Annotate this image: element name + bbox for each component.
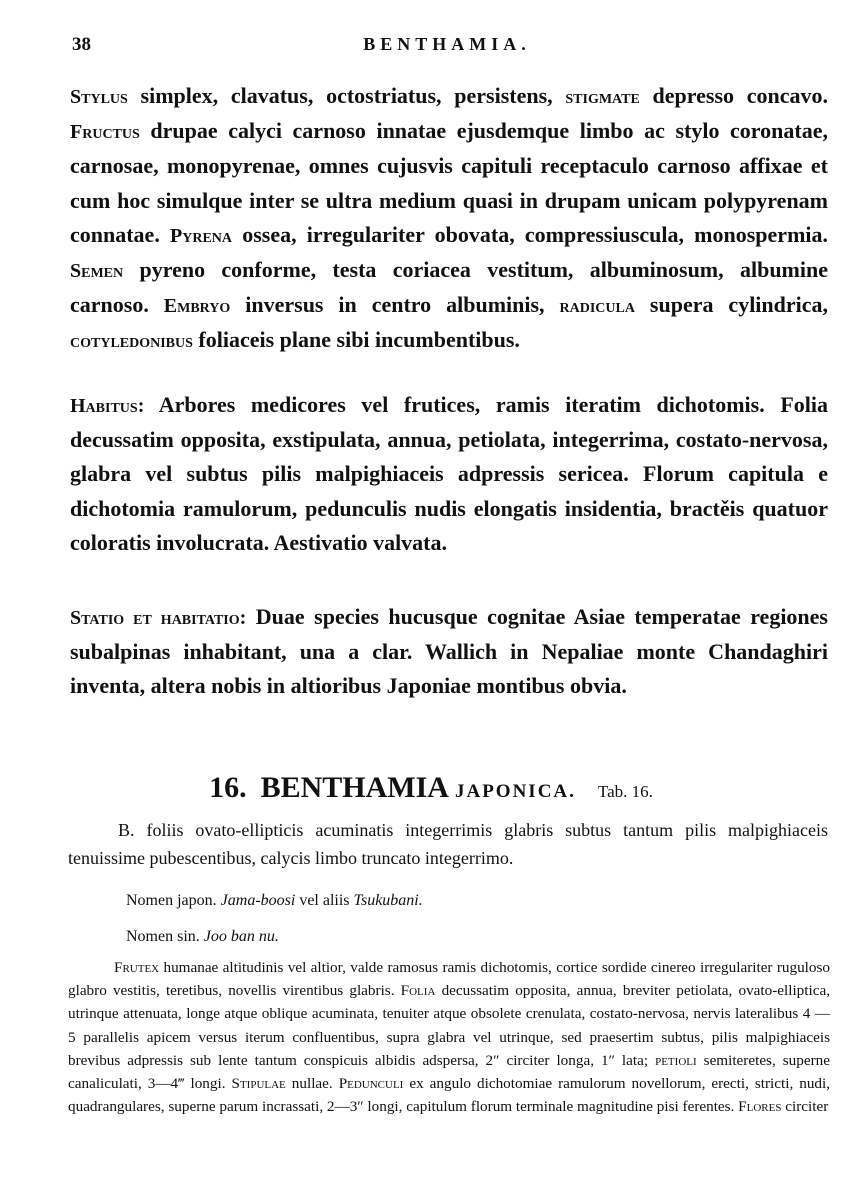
nomen-value: Tsukubani. bbox=[353, 892, 423, 909]
text-segment: ossea, irregulariter obovata, compressiuscula, monospermia. bbox=[242, 221, 829, 247]
text-segment: depresso concavo. bbox=[652, 83, 829, 108]
term-cotyledonibus: cotyledonibus bbox=[70, 330, 193, 353]
term-flores: Flores bbox=[738, 1098, 782, 1116]
text-segment: pyreno conforme, testa coriacea vestitum, albuminosum, albumine carnoso. bbox=[70, 257, 828, 318]
nomen-value: Joo ban nu. bbox=[203, 928, 279, 945]
plate-reference: Tab. 16. bbox=[597, 782, 653, 801]
page-number: 38 bbox=[72, 34, 91, 55]
term-semen: Semen bbox=[70, 260, 124, 283]
species-number: 16. bbox=[209, 771, 247, 804]
term-petioli: petioli bbox=[655, 1051, 697, 1069]
term-stylus: Stylus bbox=[70, 86, 128, 108]
term-statio: Statio et habitatio: bbox=[70, 607, 247, 629]
species-epithet: JAPONICA. bbox=[454, 781, 576, 802]
text-segment: semiteretes, superne canaliculati, 3—4‴ longi. bbox=[68, 1051, 831, 1093]
term-stigmate: stigmate bbox=[565, 86, 640, 108]
text-segment: decussatim opposita, annua, breviter petiolata, ovato-elliptica, utrinque attenuata, longe atque oblique acuminata, tenuiter atque obsolete crenulata, costato-nervosa, nervis lateralibus 4 — 5 parallelis apicem versus iterum confluentibus, supra glabra vel utrinque, sed praesertim subtus, pilis malpighiaceis brevibus adpressis sub lente tantum conspicuis albidis adspersa, 2″ circiter longa, 1″ lata; bbox=[68, 982, 830, 1069]
paragraph-statio bbox=[70, 600, 828, 704]
nomen-japon bbox=[126, 892, 423, 910]
paragraph-habitus bbox=[70, 388, 828, 560]
diagnosis: B. foliis ovato-ellipticis acuminatis integerrimis glabris subtus tantum pilis malpighiaceis tenuissime pubescentibus, calycis limbo truncato integerrimo. bbox=[68, 820, 828, 868]
term-pyrena: Pyrena bbox=[170, 224, 233, 247]
text-segment: nullae. bbox=[291, 1075, 333, 1093]
nomen-label: Nomen sin. bbox=[126, 928, 200, 945]
nomen-label: Nomen japon. bbox=[126, 892, 217, 909]
text-segment: inversus in centro albuminis, bbox=[245, 292, 545, 318]
nomen-value: Jama-boosi bbox=[220, 892, 296, 909]
text-segment: foliaceis plane sibi incumbentibus. bbox=[198, 327, 520, 353]
term-pedunculi: Pedunculi bbox=[338, 1075, 404, 1093]
term-frutex: Frutex bbox=[114, 959, 160, 976]
term-radicula: radicula bbox=[559, 295, 635, 318]
text-segment: ex angulo dichotomiae ramulorum novellorum, erecti, stricti, nudi, quadrangulares, superne parum incrassati, 2—3″ longi, capitulum florum terminale magnitudine pisi ferentes. bbox=[68, 1075, 831, 1116]
text-segment: drupae calyci carnoso innatae ejusdemque limbo ac stylo coronatae, carnosae, monopyrenae, omnes cujusvis capituli receptaculo carnoso affixae et cum hoc simulque inter se ultra medium quasi in drupam unicam polypyrenam connatae. bbox=[70, 118, 829, 247]
running-header bbox=[72, 34, 822, 62]
text-segment: humanae altitudinis vel altior, valde ramosus ramis dichotomis, cortice sordide cinereo irregulariter ruguloso glabro vestitis, teretibus, novellis virentibus glabris. bbox=[68, 959, 831, 1000]
nomen-connector: vel aliis bbox=[299, 892, 350, 909]
term-habitus: Habitus: bbox=[70, 395, 145, 417]
term-fructus: Fructus bbox=[70, 121, 140, 144]
text-segment: supera cylindrica, bbox=[649, 292, 829, 318]
text-segment: simplex, clavatus, octostriatus, persistens, bbox=[140, 83, 553, 108]
term-stipulae: Stipulae bbox=[231, 1075, 286, 1093]
running-title: BENTHAMIA. bbox=[363, 34, 531, 54]
text-segment: Duae species hucusque cognitae Asiae temperatae regiones subalpinas inhabitant, una a clar. Wallich in Nepaliae monte Chandaghiri inventa, altera nobis in altioribus Japoniae montibus obvia. bbox=[70, 604, 828, 699]
description-paragraph bbox=[68, 956, 830, 1118]
term-embryo: Embryo bbox=[163, 295, 231, 318]
text-segment: Arbores medicores vel frutices, ramis iteratim dichotomis. Folia decussatim opposita, exstipulata, annua, petiolata, integerrima, costato-nervosa, glabra vel subtus pilis malpighiaceis adpressis sericea. Florum capitula e dichotomia ramulorum, pedunculis nudis elongatis insidentia, bractěis quatuor coloratis involucrata. Aestivatio valvata. bbox=[70, 392, 828, 555]
species-heading bbox=[0, 768, 862, 813]
paragraph-stylus-fructus bbox=[70, 79, 828, 359]
nomen-sin bbox=[126, 928, 279, 946]
genus-name: BENTHAMIA bbox=[260, 771, 449, 804]
text-segment: circiter bbox=[785, 1098, 829, 1116]
term-folia: Folia bbox=[400, 982, 436, 1000]
